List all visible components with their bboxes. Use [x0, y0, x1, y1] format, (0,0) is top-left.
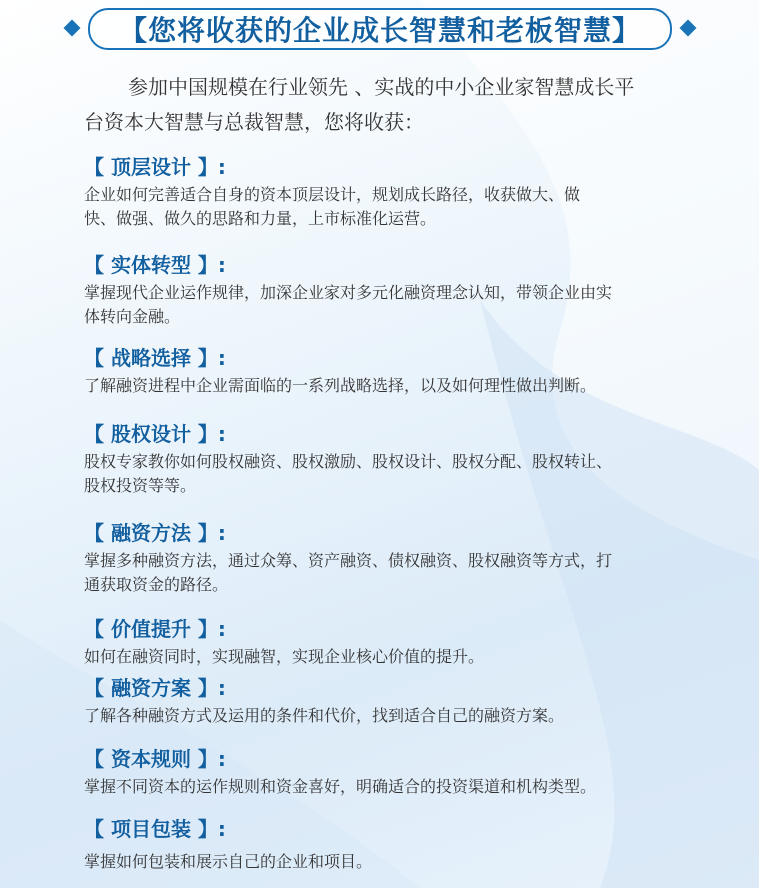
section-body — [84, 645, 684, 669]
section-line: 了解各种融资方式及运用的条件和代价，找到适合自己的融资方案。 — [84, 706, 565, 725]
section-title: 【 融资方案 】: — [84, 676, 226, 700]
section-line: 通获取资金的路径。 — [84, 575, 229, 594]
diamond-left-icon — [64, 20, 81, 37]
diamond-right-icon — [680, 20, 697, 37]
section-capital-rules — [84, 746, 684, 799]
section-body — [84, 549, 684, 597]
section-body — [84, 183, 684, 231]
section-title: 【 价值提升 】: — [84, 617, 226, 641]
section-body — [84, 850, 684, 874]
section-equity-design — [84, 421, 684, 498]
section-line: 了解融资进程中企业需面临的一系列战略选择，以及如何理性做出判断。 — [84, 376, 597, 395]
section-strategy — [84, 345, 684, 398]
section-financing-plan — [84, 675, 684, 728]
section-line: 快、做强、做久的思路和力量，上市标准化运营。 — [84, 209, 437, 228]
section-title: 【 实体转型 】: — [84, 253, 226, 277]
section-line: 掌握如何包装和展示自己的企业和项目。 — [84, 852, 373, 871]
section-body — [84, 374, 684, 398]
section-line: 体转向金融。 — [84, 307, 181, 326]
title-bar — [62, 8, 698, 48]
intro-paragraph — [84, 70, 684, 140]
section-title: 【 顶层设计 】: — [84, 155, 226, 179]
section-value-boost — [84, 616, 684, 669]
section-line: 掌握现代企业运作规律，加深企业家对多元化融资理念认知，带领企业由实 — [84, 283, 613, 302]
section-body — [84, 704, 684, 728]
section-top-design — [84, 154, 684, 231]
section-entity-transform — [84, 252, 684, 329]
section-title: 【 战略选择 】: — [84, 346, 226, 370]
section-body — [84, 775, 684, 799]
section-body — [84, 281, 684, 329]
intro-line-2: 台资本大智慧与总裁智慧，您将收获： — [84, 110, 424, 134]
section-line: 如何在融资同时，实现融智，实现企业核心价值的提升。 — [84, 647, 485, 666]
section-line: 掌握多种融资方法，通过众筹、资产融资、债权融资、股权融资等方式，打 — [84, 551, 613, 570]
section-title: 【 资本规则 】: — [84, 747, 226, 771]
section-financing-methods — [84, 520, 684, 597]
section-line: 掌握不同资本的运作规则和资金喜好，明确适合的投资渠道和机构类型。 — [84, 777, 597, 796]
section-line: 企业如何完善适合自身的资本顶层设计，规划成长路径，收获做大、做 — [84, 185, 581, 204]
section-title: 【 融资方法 】: — [84, 521, 226, 545]
section-body — [84, 450, 684, 498]
section-title: 【 项目包装 】: — [84, 817, 226, 841]
intro-line-1: 参加中国规模在行业领先 、实战的中小企业家智慧成长平 — [128, 75, 635, 99]
section-project-packaging — [84, 816, 684, 874]
section-line: 股权投资等等。 — [84, 476, 197, 495]
page-title: 【您将收获的企业成长智慧和老板智慧】 — [88, 8, 672, 50]
section-line: 股权专家教你如何股权融资、股权激励、股权设计、股权分配、股权转让、 — [84, 452, 613, 471]
section-title: 【 股权设计 】: — [84, 422, 226, 446]
